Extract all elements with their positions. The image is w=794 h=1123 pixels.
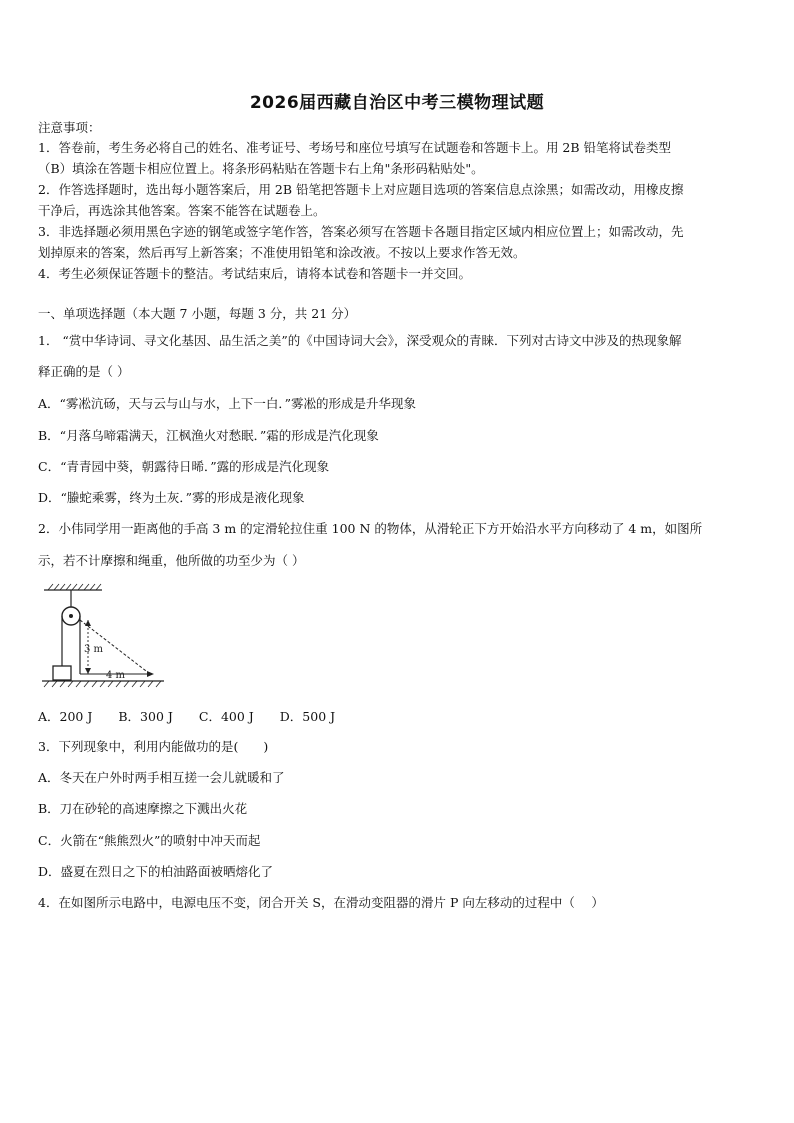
question-2-option-c: C．400 J — [198, 709, 254, 724]
notice-line: 划掉原来的答案，然后再写上新答案；不准使用铅笔和涂改液。不按以上要求作答无效。 — [38, 245, 526, 260]
weight-block — [53, 666, 71, 680]
notice-line: 3．非选择题必须用黑色字迹的钢笔或签字笔作答，答案必须写在答题卡各题目指定区域内相应位置上；如需改动，先 — [38, 224, 684, 239]
question-3-option-d: D．盛夏在烈日之下的柏油路面被晒熔化了 — [38, 864, 274, 879]
question-2-option-b: B．300 J — [118, 709, 173, 724]
question-1-option-a: A．“雾凇沆砀，天与云与山与水，上下一白．”雾凇的形成是升华现象 — [38, 396, 417, 411]
question-1-option-b: B．“月落乌啼霜满天，江枫渔火对愁眠．”霜的形成是汽化现象 — [38, 428, 379, 443]
question-2-stem: 2．小伟同学用一距离他的手高 3 m 的定滑轮拉住重 100 N 的物体，从滑轮正下方开始沿水平方向移动了 4 m，如图所 — [38, 521, 703, 536]
notice-line: 2．作答选择题时，选出每小题答案后，用 2B 铅笔把答题卡上对应题目选项的答案信息点涂黑；如需改动，用橡皮擦 — [38, 182, 684, 197]
question-2-option-d: D．500 J — [279, 709, 336, 724]
section-heading: 一、单项选择题（本大题 7 小题，每题 3 分，共 21 分） — [38, 306, 357, 321]
question-2-stem: 示，若不计摩擦和绳重，他所做的功至少为（ ） — [38, 553, 305, 568]
notice-line: 1．答卷前，考生务必将自己的姓名、准考证号、考场号和座位号填写在试题卷和答题卡上。用 2B 铅笔将试卷类型 — [38, 140, 672, 155]
notice-line: 4．考生必须保证答题卡的整洁。考试结束后，请将本试卷和答题卡一并交回。 — [38, 266, 471, 281]
notice-line: 干净后，再选涂其他答案。答案不能答在试题卷上。 — [38, 203, 326, 218]
question-2-option-a: A．200 J — [38, 709, 93, 724]
notice-line: （B）填涂在答题卡相应位置上。将条形码粘贴在答题卡右上角"条形码粘贴处"。 — [38, 161, 484, 176]
question-3-option-b: B．刀在砂轮的高速摩擦之下溅出火花 — [38, 801, 248, 816]
question-1-stem: 1． “赏中华诗词、寻文化基因、品生活之美”的《中国诗词大会》，深受观众的青睐．下列对古诗文中涉及的热现象解 — [38, 333, 682, 348]
height-label: 3 m — [84, 644, 104, 655]
question-4-stem: 4．在如图所示电路中，电源电压不变，闭合开关 S，在滑动变阻器的滑片 P 向左移动的过程中（ ） — [38, 895, 604, 910]
width-label: 4 m — [106, 670, 126, 681]
question-3-option-a: A．冬天在户外时两手相互搓一会儿就暖和了 — [38, 770, 285, 785]
notice-heading: 注意事项： — [38, 120, 101, 135]
pulley-diagram — [36, 580, 166, 692]
question-2-options — [38, 707, 357, 725]
question-1-option-c: C．“青青园中葵，朝露待日晞．”露的形成是汽化现象 — [38, 459, 330, 474]
question-3-stem: 3．下列现象中，利用内能做功的是( ) — [38, 739, 269, 754]
question-3-option-c: C．火箭在“熊熊烈火”的喷射中冲天而起 — [38, 833, 261, 848]
question-1-option-d: D．“螣蛇乘雾，终为土灰．”雾的形成是液化现象 — [38, 490, 305, 505]
question-1-stem: 释正确的是（ ） — [38, 364, 130, 379]
page-title: 2026届西藏自治区中考三模物理试题 — [249, 93, 545, 113]
